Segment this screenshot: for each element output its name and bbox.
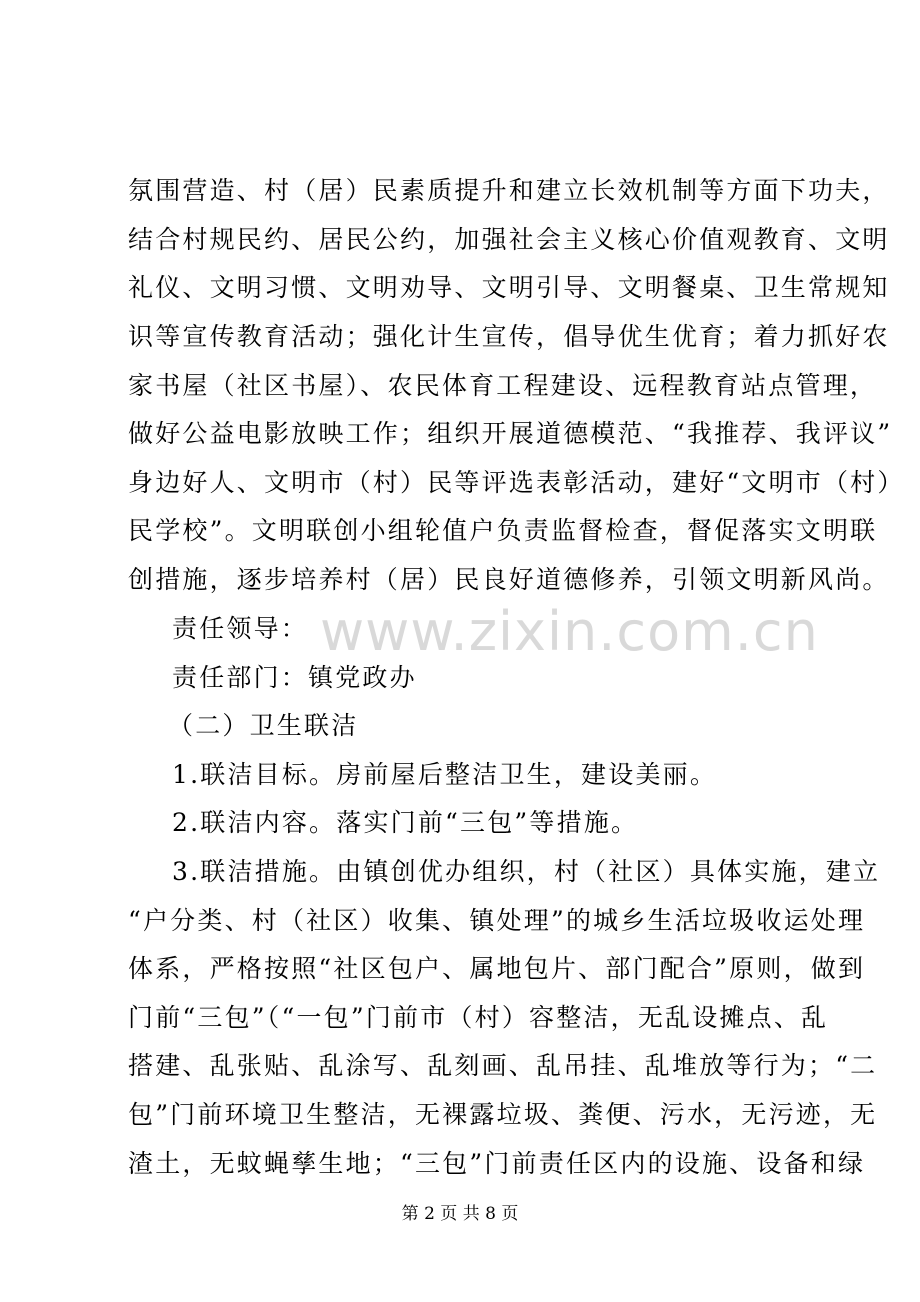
text-line: 民学校”。文明联创小组轮值户负责监督检查，督促落实文明联 xyxy=(128,516,878,545)
text-line: 家书屋（社区书屋）、农民体育工程建设、远程教育站点管理， xyxy=(128,371,878,400)
item-goal: 1.联洁目标。房前屋后整洁卫生，建设美丽。 xyxy=(172,760,718,789)
text-line: 3.联洁措施。由镇创优办组织，村（社区）具体实施，建立 xyxy=(172,857,881,886)
text-line: 包”门前环境卫生整洁，无裸露垃圾、粪便、污水，无污迹，无 xyxy=(128,1100,878,1129)
text-line: 识等宣传教育活动；强化计生宣传，倡导优生优育；着力抓好农 xyxy=(128,322,890,351)
responsible-leader: 责任领导： xyxy=(172,614,309,643)
item-content: 2.联洁内容。落实门前“三包”等措施。 xyxy=(172,808,639,837)
text-line: 渣土，无蚊蝇孳生地；“三包”门前责任区内的设施、设备和绿 xyxy=(128,1149,866,1178)
page-footer: 第 2 页 共 8 页 xyxy=(401,1204,519,1224)
text-line: 体系，严格按照“社区包户、属地包片、部门配合”原则，做到 xyxy=(128,954,866,983)
text-line: 身边好人、文明市（村）民等评选表彰活动，建好“文明市（村） xyxy=(128,468,905,497)
text-line: 门前“三包”（“一包”门前市（村）容整洁，无乱设摊点、乱 xyxy=(128,1003,829,1032)
watermark: www.zixin.com.cn xyxy=(320,600,819,663)
text-line: 做好公益电影放映工作；组织开展道德模范、“我推荐、我评议” xyxy=(128,419,893,448)
text-line: 结合村规民约、居民公约，加强社会主义核心价值观教育、文明 xyxy=(128,225,890,254)
text-line: 创措施，逐步培养村（居）民良好道德修养，引领文明新风尚。 xyxy=(128,565,890,594)
text-line: 搭建、乱张贴、乱涂写、乱刻画、乱吊挂、乱堆放等行为；“二 xyxy=(128,1051,878,1080)
section-heading: （二）卫生联洁 xyxy=(168,711,359,740)
responsible-department: 责任部门：镇党政办 xyxy=(172,663,417,692)
text-line: “户分类、村（社区）收集、镇处理”的城乡生活垃圾收运处理 xyxy=(128,906,866,935)
text-line: 氛围营造、村（居）民素质提升和建立长效机制等方面下功夫， xyxy=(128,176,890,205)
text-line: 礼仪、文明习惯、文明劝导、文明引导、文明餐桌、卫生常规知 xyxy=(128,273,890,302)
